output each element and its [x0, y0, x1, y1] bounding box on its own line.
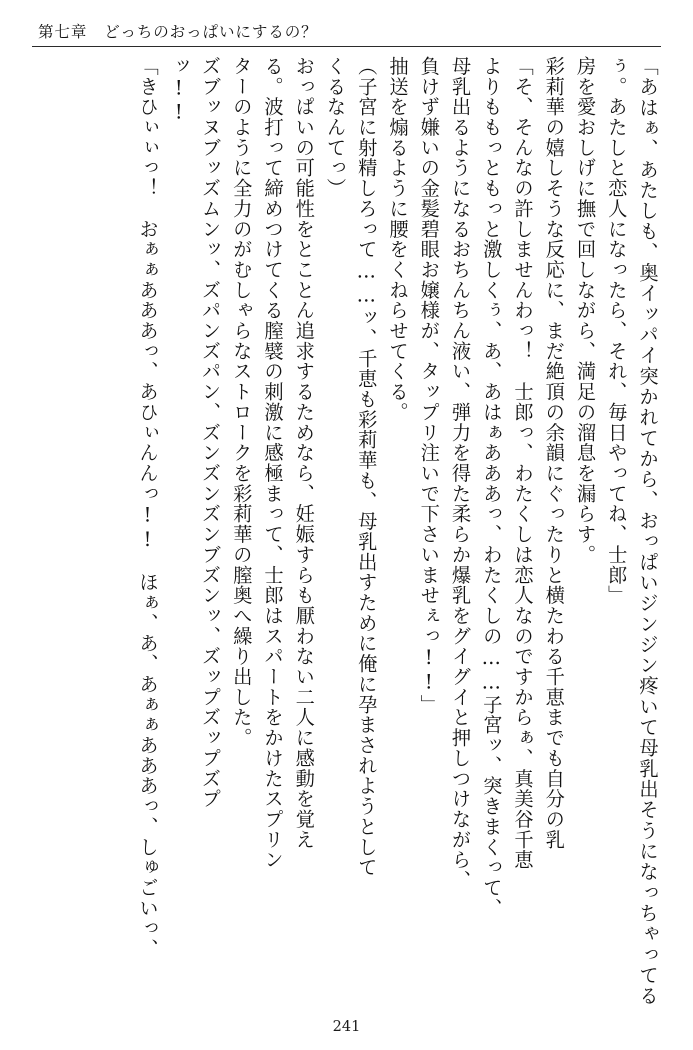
paragraph: よりももっともっと激しくぅ、あ、あはぁあああっ、わたくしの……子宮ッ、突きまくって、 — [479, 56, 503, 919]
paragraph: ズブッヌブッズムンッ、ズパンズパン、ズンズンズンブズンッ、ズップズップズプ — [198, 56, 222, 810]
paragraph: 「きひぃぃっ！ おぁぁあああっ、あひぃんんっ!! ほぁ、あ、あぁぁあああっ、しゅごいっ、 — [136, 56, 159, 959]
paragraph: 「あはぁ、あたしも、奥イッパイ突かれてから、おっぱいジンジン疼いて母乳出そうになっちゃってるぅ。あたしと恋人になったら、それ、毎日やってね、士郎」 — [604, 56, 659, 1006]
chapter-number: 第七章 — [38, 23, 88, 41]
body-text-area — [30, 56, 663, 1006]
vertical-text-block — [30, 56, 663, 1006]
paragraph: る。波打って締めつけてくる膣襞の刺激に感極まって、士郎はスパートをかけたスプリン — [261, 56, 284, 871]
page-number: 241 — [332, 1019, 361, 1035]
paragraph: 抽送を煽るように腰をくねらせてくる。 — [386, 56, 409, 423]
paragraph: （子宮に射精しろって……ッ、千恵も彩莉華も、母乳出すために俺に孕まされようとして — [354, 56, 378, 878]
paragraph: 母乳出るようになるおちんちん液い、弾力を得た柔らか爆乳をグイグイと押しつけながら、 — [448, 56, 472, 891]
chapter-title: どっちのおっぱいにするの？ — [104, 23, 318, 41]
paragraph: 房を愛おしげに撫で回しながら、満足の溜息を漏らす。 — [573, 56, 597, 565]
paragraph: ターのように全力のがむしゃらなストロークを彩莉華の膣奥へ繰り出した。 — [229, 56, 253, 748]
paragraph: 負けず嫌いの金髪碧眼お嬢様が、タップリ注いで下さいませぇっ!!」 — [417, 56, 441, 715]
running-head — [38, 16, 655, 46]
paragraph: 彩莉華の嬉しそうな反応に、まだ絶頂の余韻にぐったりと横たわる千恵までも自分の乳 — [542, 56, 566, 850]
paragraph: ッ!! — [167, 56, 191, 125]
header-divider — [32, 46, 661, 47]
paragraph: くるなんてっ） — [323, 56, 347, 199]
paragraph: 「そ、そんなの許しませんわっ！ 士郎っ、わたくしは恋人なのですからぁ、真美谷千恵 — [511, 56, 534, 871]
paragraph: おっぱいの可能性をとことん追求するためなら、妊娠すらも厭わない二人に感動を覚え — [292, 56, 316, 850]
